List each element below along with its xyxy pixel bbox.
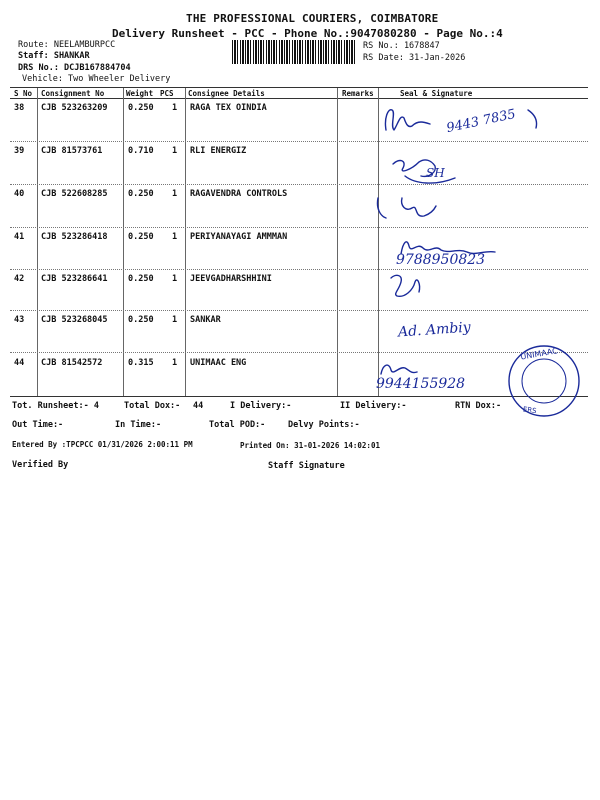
rs-number: RS No.: 1678847 <box>363 41 440 51</box>
cell-weight: 0.250 <box>128 232 154 242</box>
cell-sno: 44 <box>14 358 25 368</box>
col-header-pcs: PCS <box>160 89 174 98</box>
total-pod-label: Total POD:- <box>209 420 266 430</box>
col-header-seal-signature: Seal & Signature <box>400 89 473 98</box>
entered-by: Entered By :TPCPCC 01/31/2026 2:00:11 PM <box>12 440 193 449</box>
column-divider <box>337 88 338 396</box>
cell-sno: 42 <box>14 274 25 284</box>
cell-pcs: 1 <box>172 103 178 113</box>
total-dox-value: 44 <box>193 401 204 411</box>
col-header-sno: S No <box>14 89 33 98</box>
rtn-dox-label: RTN Dox:- <box>455 401 502 411</box>
column-divider <box>185 88 186 396</box>
cell-consignment-no: CJB 523286641 <box>41 274 108 284</box>
cell-pcs: 1 <box>172 274 178 284</box>
signature-row-39-text: SH <box>426 166 445 180</box>
rs-date: RS Date: 31-Jan-2026 <box>363 53 466 63</box>
cell-consignee: RLI ENERGIZ <box>190 146 247 156</box>
cell-pcs: 1 <box>172 315 178 325</box>
cell-sno: 40 <box>14 189 25 199</box>
cell-weight: 0.710 <box>128 146 154 156</box>
printed-on: Printed On: 31-01-2026 14:02:01 <box>240 441 380 450</box>
table-bottom-border <box>10 396 588 397</box>
cell-sno: 43 <box>14 315 25 325</box>
out-time-label: Out Time:- <box>12 420 64 430</box>
company-title: THE PROFESSIONAL COURIERS, COIMBATORE <box>186 12 439 25</box>
row-divider <box>10 310 588 311</box>
signature-row-40 <box>372 188 462 228</box>
cell-consignment-no: CJB 522608285 <box>41 189 108 199</box>
signature-row-38-text: 9443 7835 <box>445 106 518 137</box>
total-dox-label: Total Dox:- <box>124 401 181 411</box>
row-divider <box>10 227 588 228</box>
cell-consignment-no: CJB 81573761 <box>41 146 103 156</box>
total-runsheet: Tot. Runsheet:- 4 <box>12 401 99 411</box>
cell-sno: 39 <box>14 146 25 156</box>
staff-signature-label: Staff Signature <box>268 461 345 471</box>
signature-row-43-text: Ad. Ambiy <box>397 319 472 341</box>
drs-number: DRS No.: DCJB167884704 <box>18 63 131 73</box>
cell-weight: 0.250 <box>128 315 154 325</box>
table-header-border <box>10 98 588 99</box>
signature-row-39 <box>385 150 525 190</box>
cell-consignee: RAGA TEX OINDIA <box>190 103 267 113</box>
vehicle-label: Vehicle: Two Wheeler Delivery <box>22 74 171 84</box>
staff-label: Staff: SHANKAR <box>18 51 90 61</box>
i-delivery-label: I Delivery:- <box>230 401 292 411</box>
cell-consignment-no: CJB 81542572 <box>41 358 103 368</box>
cell-consignee: RAGAVENDRA CONTROLS <box>190 189 288 199</box>
cell-weight: 0.250 <box>128 274 154 284</box>
cell-pcs: 1 <box>172 232 178 242</box>
verified-by-label: Verified By <box>12 460 69 470</box>
runsheet-subtitle: Delivery Runsheet - PCC - Phone No.:9047080280 - Page No.:4 <box>112 27 503 40</box>
col-header-consignee: Consignee Details <box>188 89 265 98</box>
route-label: Route: NEELAMBURPCC <box>18 40 116 50</box>
svg-text:ERS: ERS <box>522 405 538 416</box>
row-divider <box>10 269 588 270</box>
delvy-points-label: Delvy Points:- <box>288 420 360 430</box>
signature-row-41-text: 9788950823 <box>396 252 486 268</box>
col-header-weight: Weight <box>126 89 154 98</box>
cell-consignee: UNIMAAC ENG <box>190 358 247 368</box>
cell-consignment-no: CJB 523263209 <box>41 103 108 113</box>
cell-weight: 0.250 <box>128 189 154 199</box>
cell-weight: 0.250 <box>128 103 154 113</box>
in-time-label: In Time:- <box>115 420 162 430</box>
ii-delivery-label: II Delivery:- <box>340 401 407 411</box>
cell-weight: 0.315 <box>128 358 154 368</box>
svg-text:UNIMAAC: UNIMAAC <box>519 346 559 362</box>
cell-consignee: PERIYANAYAGI AMMMAN <box>190 232 288 242</box>
column-divider <box>123 88 124 396</box>
cell-consignee: JEEVGADHARSHHINI <box>190 274 272 284</box>
cell-pcs: 1 <box>172 189 178 199</box>
row-divider <box>10 352 588 353</box>
cell-consignment-no: CJB 523286418 <box>41 232 108 242</box>
cell-pcs: 1 <box>172 146 178 156</box>
barcode-image <box>232 40 357 64</box>
col-header-consignment: Consignment No <box>41 89 105 98</box>
column-divider <box>37 88 38 396</box>
col-header-remarks: Remarks <box>342 89 374 98</box>
cell-sno: 41 <box>14 232 25 242</box>
signature-row-44-text: 9944155928 <box>376 376 466 392</box>
cell-consignment-no: CJB 523268045 <box>41 315 108 325</box>
cell-pcs: 1 <box>172 358 178 368</box>
company-stamp <box>505 342 583 420</box>
cell-consignee: SANKAR <box>190 315 221 325</box>
table-top-border <box>10 87 588 88</box>
cell-sno: 38 <box>14 103 25 113</box>
signature-row-42 <box>385 270 445 300</box>
